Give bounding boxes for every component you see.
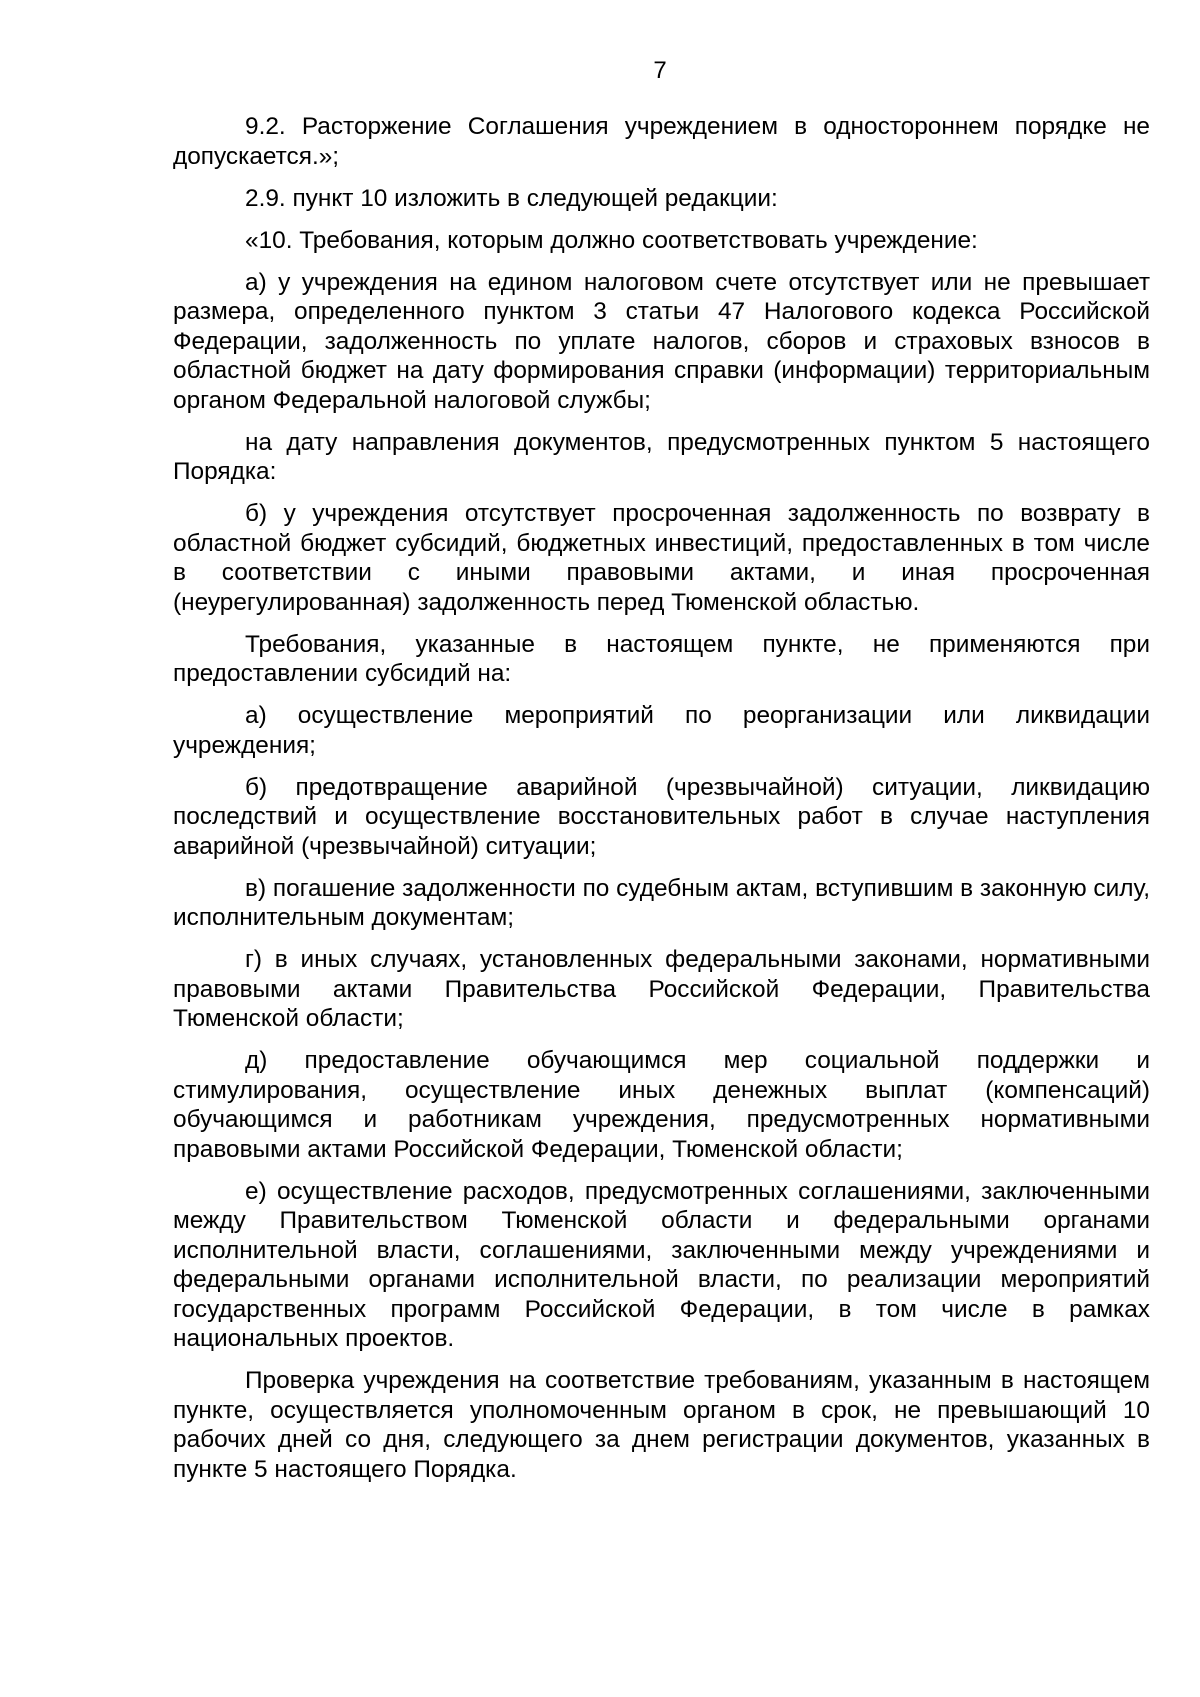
paragraph-verification: Проверка учреждения на соответствие требованиям, указанным в настоящем пункте, осуществляется уполномоченным органом в срок, не превышающий 10 рабочих дней со дня, следующего за днем регистрации документов, указанных в пункте 5 настоящего Порядка. [173, 1367, 1150, 1483]
paragraph-requirement-b: б) у учреждения отсутствует просроченная задолженность по возврату в областной бюджет субсидий, бюджетных инвестиций, предоставленных в том числе в соответствии с иными правовыми актами, и иная просроченная (неурегулированная) задолженность перед Тюменской областью. [173, 500, 1150, 616]
paragraph-requirement-a: а) у учреждения на едином налоговом счете отсутствует или не превышает размера, определенного пунктом 3 статьи 47 Налогового кодекса Российской Федерации, задолженность по уплате налогов, сборов и страховых взносов в областной бюджет на дату формирования справки (информации) территориальным органом Федеральной налоговой службы; [173, 268, 1150, 414]
paragraph-exemption-g: г) в иных случаях, установленных федеральными законами, нормативными правовыми актами Правительства Российской Федерации, Правительства Тюменской области; [173, 946, 1150, 1032]
paragraph-exemption-b: б) предотвращение аварийной (чрезвычайной) ситуации, ликвидацию последствий и осуществление восстановительных работ в случае наступления аварийной (чрезвычайной) ситуации; [173, 773, 1150, 860]
document-body [173, 112, 1150, 1497]
paragraph-9-2: 9.2. Расторжение Соглашения учреждением в одностороннем порядке не допускается.»; [173, 113, 1150, 170]
paragraph-exemption-a: а) осуществление мероприятий по реорганизации или ликвидации учреждения; [173, 702, 1150, 759]
paragraph-date-of-documents: на дату направления документов, предусмотренных пунктом 5 настоящего Порядка: [173, 428, 1150, 485]
paragraph-exemption-e: е) осуществление расходов, предусмотренных соглашениями, заключенными между Правительством Тюменской области и федеральными органами исполнительной власти, соглашениями, заключенными между учреждениями и федеральными органами исполнительной власти, по реализации мероприятий государственных программ Российской Федерации, в том числе в рамках национальных проектов. [173, 1177, 1150, 1352]
paragraph-10-heading: «10. Требования, которым должно соответствовать учреждение: [245, 226, 978, 254]
paragraph-exemptions-intro: Требования, указанные в настоящем пункте, не применяются при предоставлении субсидий на: [173, 630, 1150, 687]
paragraph-exemption-d: д) предоставление обучающимся мер социальной поддержки и стимулирования, осуществление иных денежных выплат (компенсаций) обучающимся и работникам учреждения, предусмотренных нормативными правовыми актами Российской Федерации, Тюменской области; [173, 1047, 1150, 1163]
page-number: 7 [653, 57, 667, 84]
paragraph-2-9: 2.9. пункт 10 изложить в следующей редакции: [245, 184, 778, 212]
paragraph-exemption-v: в) погашение задолженности по судебным актам, вступившим в законную силу, исполнительным документам; [173, 874, 1150, 931]
